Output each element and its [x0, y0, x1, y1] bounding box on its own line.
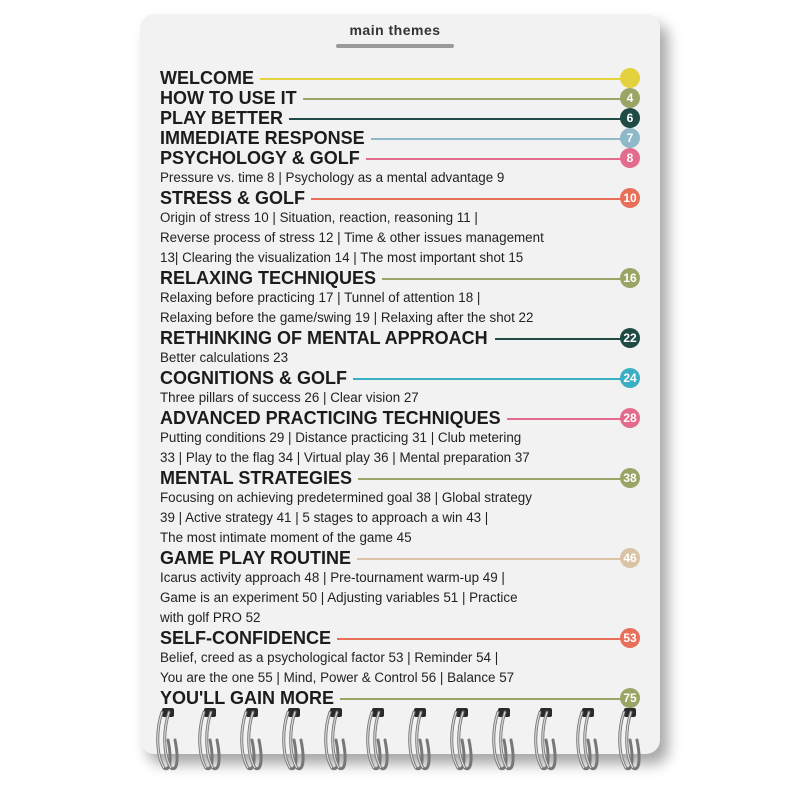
toc-subtopic-line: with golf PRO 52: [160, 610, 261, 625]
page-number-badge: 53: [620, 628, 640, 648]
page-number-badge: 10: [620, 188, 640, 208]
toc-subtopic-line: Origin of stress 10 | Situation, reaction, reasoning 11 |: [160, 210, 478, 225]
section-title: main themes: [349, 22, 441, 38]
page-number-badge: 22: [620, 328, 640, 348]
toc-leader-line: [337, 638, 630, 640]
binding-ring: [494, 708, 513, 769]
toc-heading[interactable]: WELCOME: [160, 68, 254, 88]
toc-subtopic-line: You are the one 55 | Mind, Power & Control 56 | Balance 57: [160, 670, 515, 685]
spiral-binding: [150, 700, 650, 780]
binding-ring: [158, 708, 177, 769]
title-underline: [336, 44, 454, 48]
toc-heading[interactable]: MENTAL STRATEGIES: [160, 468, 353, 488]
toc-heading[interactable]: HOW TO USE IT: [160, 88, 297, 108]
toc-subtopic-line: Putting conditions 29 | Distance practicing 31 | Club metering: [160, 430, 522, 445]
toc-heading[interactable]: SELF-CONFIDENCE: [160, 628, 331, 648]
toc-heading[interactable]: COGNITIONS & GOLF: [160, 368, 347, 388]
toc-heading[interactable]: GAME PLAY ROUTINE: [160, 548, 352, 568]
toc-leader-line: [495, 338, 630, 340]
toc-subtopic-line: The most intimate moment of the game 45: [160, 530, 412, 545]
toc-leader-line: [507, 418, 630, 420]
toc-subtopic-line: Pressure vs. time 8 | Psychology as a mental advantage 9: [160, 170, 505, 185]
toc-heading[interactable]: RETHINKING OF MENTAL APPROACH: [160, 328, 488, 348]
toc-subtopic-line: 39 | Active strategy 41 | 5 stages to approach a win 43 |: [160, 510, 489, 525]
page-number-badge: 46: [620, 548, 640, 568]
binding-ring: [452, 708, 471, 769]
toc-heading[interactable]: STRESS & GOLF: [160, 188, 306, 208]
page-number-badge: 75: [620, 688, 640, 708]
binding-ring: [536, 708, 555, 769]
toc-leader-line: [311, 198, 630, 200]
page-number-badge: [620, 68, 640, 88]
toc-leader-line: [357, 558, 630, 560]
toc-leader-line: [366, 158, 630, 160]
toc-leader-line: [289, 118, 630, 120]
page-number-badge: 6: [620, 108, 640, 128]
toc-leader-line: [260, 78, 630, 80]
contents-card: [140, 14, 660, 754]
binding-ring: [326, 708, 345, 769]
toc-subtopic-line: Belief, creed as a psychological factor 53 | Reminder 54 |: [160, 650, 499, 665]
toc-leader-line: [382, 278, 630, 280]
page-number-badge: 24: [620, 368, 640, 388]
page-number-badge: 38: [620, 468, 640, 488]
toc-subtopic-line: 13| Clearing the visualization 14 | The most important shot 15: [160, 250, 524, 265]
toc-heading[interactable]: PSYCHOLOGY & GOLF: [160, 148, 360, 168]
page-number-badge: 16: [620, 268, 640, 288]
binding-ring: [578, 708, 597, 769]
toc-subtopic-line: Relaxing before the game/swing 19 | Relaxing after the shot 22: [160, 310, 534, 325]
page-number-badge: 28: [620, 408, 640, 428]
binding-ring: [410, 708, 429, 769]
toc-heading[interactable]: RELAXING TECHNIQUES: [160, 268, 377, 288]
toc-heading[interactable]: IMMEDIATE RESPONSE: [160, 128, 365, 148]
toc-leader-line: [358, 478, 630, 480]
toc-subtopic-line: Focusing on achieving predetermined goal 38 | Global strategy: [160, 490, 532, 505]
binding-ring: [200, 708, 219, 769]
toc-leader-line: [353, 378, 630, 380]
toc-subtopic-line: Better calculations 23: [160, 350, 289, 365]
page-number-badge: 7: [620, 128, 640, 148]
binding-ring: [368, 708, 387, 769]
toc-leader-line: [371, 138, 630, 140]
toc-subtopic-line: 33 | Play to the flag 34 | Virtual play 36 | Mental preparation 37: [160, 450, 530, 465]
binding-ring: [242, 708, 261, 769]
toc-subtopic-line: Three pillars of success 26 | Clear vision 27: [160, 390, 419, 405]
page-number-badge: 4: [620, 88, 640, 108]
page-number-badge: 8: [620, 148, 640, 168]
toc-heading[interactable]: PLAY BETTER: [160, 108, 284, 128]
toc-heading[interactable]: ADVANCED PRACTICING TECHNIQUES: [160, 408, 501, 428]
toc-subtopic-line: Icarus activity approach 48 | Pre-tournament warm-up 49 |: [160, 570, 505, 585]
toc-subtopic-line: Reverse process of stress 12 | Time & other issues management: [160, 230, 544, 245]
binding-ring: [284, 708, 303, 769]
toc-subtopic-line: Game is an experiment 50 | Adjusting variables 51 | Practice: [160, 590, 518, 605]
binding-ring: [620, 708, 639, 769]
toc-leader-line: [303, 98, 630, 100]
toc-heading[interactable]: YOU'LL GAIN MORE: [160, 688, 334, 708]
toc-subtopic-line: Relaxing before practicing 17 | Tunnel of attention 18 |: [160, 290, 481, 305]
